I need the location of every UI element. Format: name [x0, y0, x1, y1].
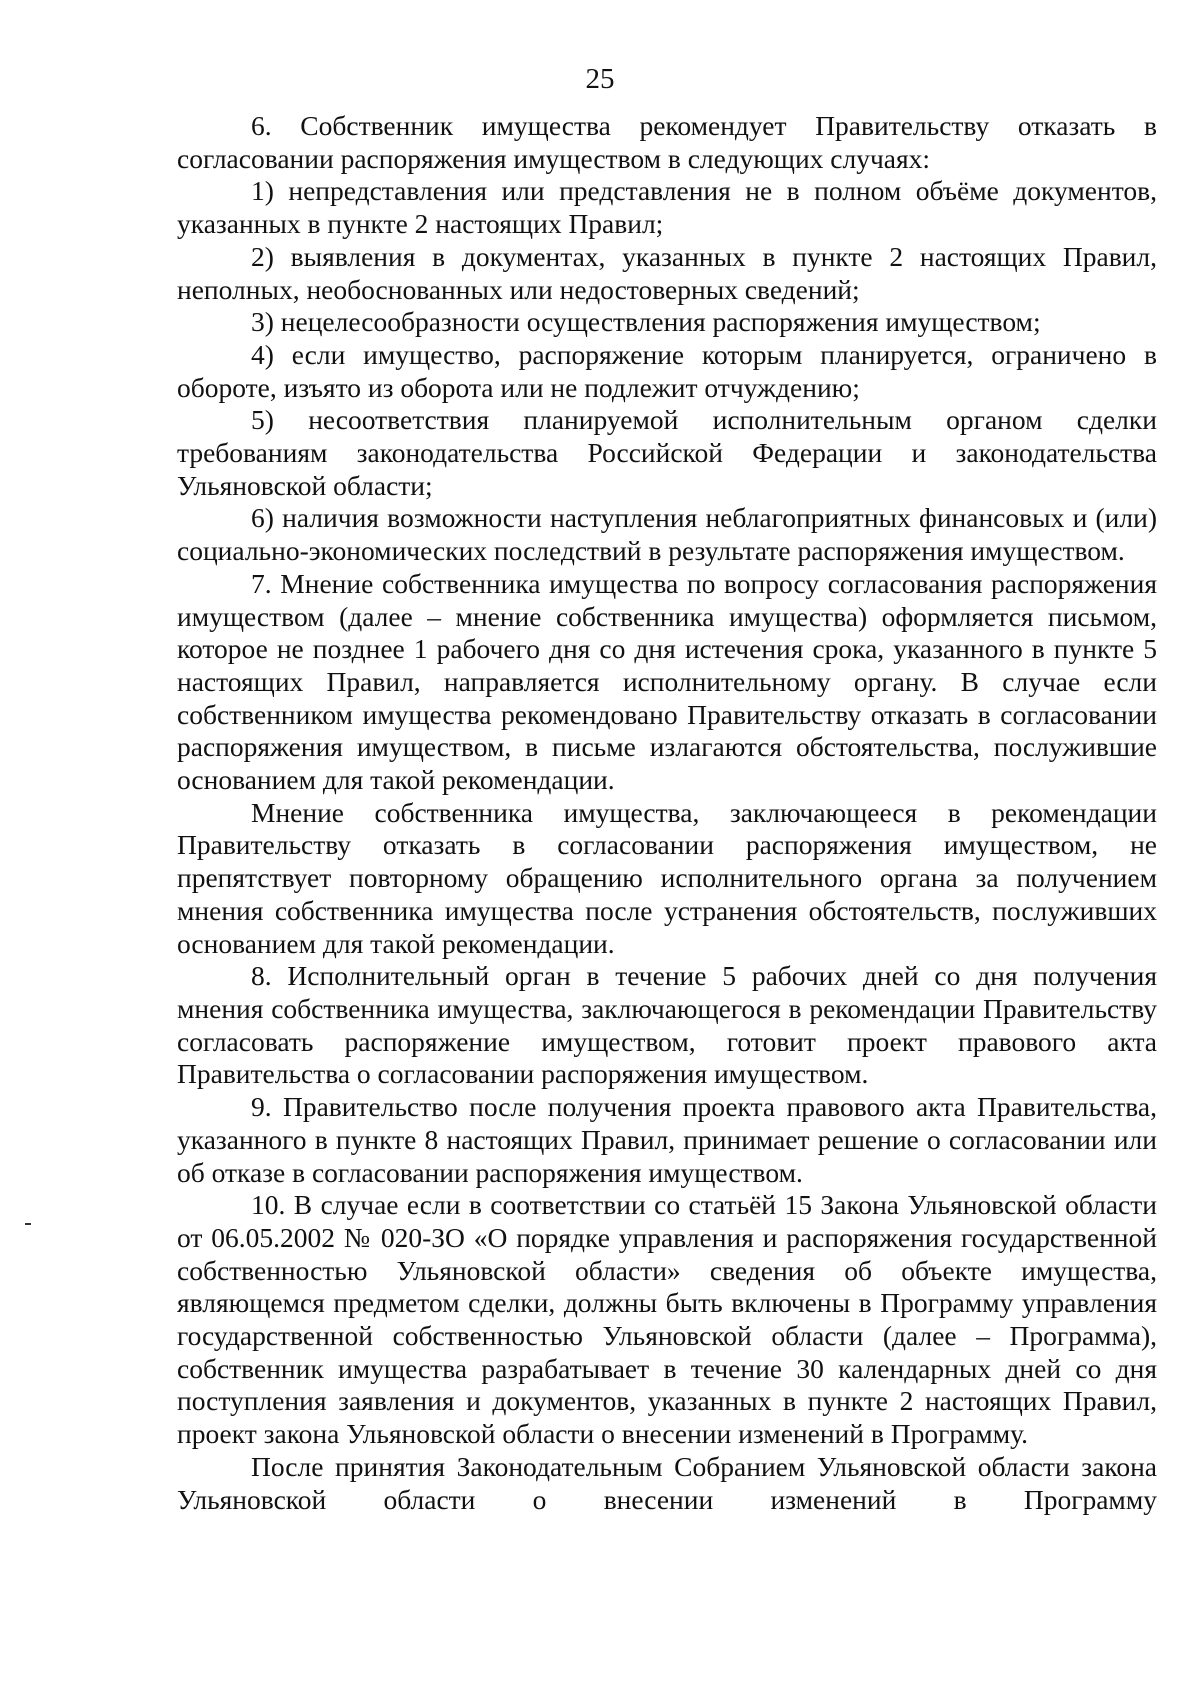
page-number: 25 — [585, 63, 615, 95]
list-item-1: 1) непредставления или представления не в полном объёме документов, указанных в пункте 2 настоящих Правил; — [177, 175, 1157, 240]
paragraph-7: 7. Мнение собственника имущества по вопросу согласования распоряжения имуществом (далее – мнение собственника имущества) оформляется письмом, которое не позднее 1 рабочего дня со дня истечения срока, указанного в пункте 5 настоящих Правил, направляется исполнительному органу. В случае если собственником имущества рекомендовано Правительству отказать в согласовании распоряжения имуществом, в письме излагаются обстоятельства, послужившие основанием для такой рекомендации. — [177, 567, 1157, 796]
margin-mark — [25, 1223, 31, 1225]
list-item-2: 2) выявления в документах, указанных в пункте 2 настоящих Правил, неполных, необоснованных или недостоверных сведений; — [177, 240, 1157, 305]
paragraph-8: 8. Исполнительный орган в течение 5 рабочих дней со дня получения мнения собственника имущества, заключающегося в рекомендации Правительству согласовать распоряжение имуществом, готовит проект правового акта Правительства о согласовании распоряжения имуществом. — [177, 960, 1157, 1090]
paragraph-10: 10. В случае если в соответствии со статьёй 15 Закона Ульяновской области от 06.05.2002 № 020-ЗО «О порядке управления и распоряжения государственной собственностью Ульяновской области» сведения об объекте имущества, являющемся предметом сделки, должны быть включены в Программу управления государственной собственностью Ульяновской области (далее – Программа), собственник имущества разрабатывает в течение 30 календарных дней со дня поступления заявления и документов, указанных в пункте 2 настоящих Правил, проект закона Ульяновской области о внесении изменений в Программу. — [177, 1189, 1157, 1450]
document-body — [177, 110, 1157, 1516]
paragraph-7-continuation: Мнение собственника имущества, заключающееся в рекомендации Правительству отказать в согласовании распоряжения имуществом, не препятствует повторному обращению исполнительного органа за получением мнения собственника имущества после устранения обстоятельств, послуживших основанием для такой рекомендации. — [177, 796, 1157, 959]
list-item-3: 3) нецелесообразности осуществления распоряжения имуществом; — [251, 306, 1041, 338]
list-item-4: 4) если имущество, распоряжение которым планируется, ограничено в обороте, изъято из оборота или не подлежит отчуждению; — [177, 338, 1157, 403]
paragraph-9: 9. Правительство после получения проекта правового акта Правительства, указанного в пункте 8 настоящих Правил, принимает решение о согласовании или об отказе в согласовании распоряжения имуществом. — [177, 1091, 1157, 1188]
list-item-6: 6) наличия возможности наступления неблагоприятных финансовых и (или) социально-экономических последствий в результате распоряжения имуществом. — [177, 502, 1157, 567]
list-item-5: 5) несоответствия планируемой исполнительным органом сделки требованиям законодательства Российской Федерации и законодательства Ульяновской области; — [177, 404, 1157, 501]
paragraph-10-continuation: После принятия Законодательным Собранием Ульяновской области закона Ульяновской области о внесении изменений в Программу — [177, 1450, 1157, 1515]
paragraph-6: 6. Собственник имущества рекомендует Правительству отказать в согласовании распоряжения имуществом в следующих случаях: — [177, 110, 1157, 174]
